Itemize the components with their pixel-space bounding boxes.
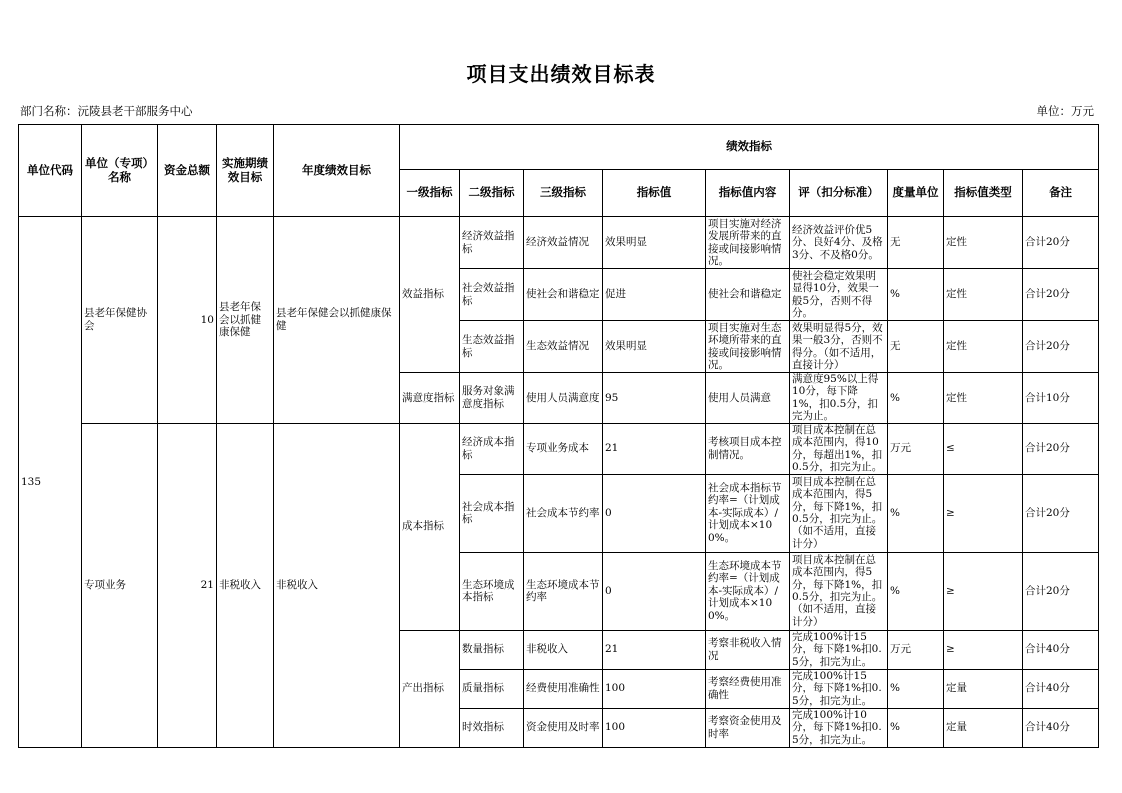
row-remark: 合计10分 <box>1023 373 1099 424</box>
row-scoring: 完成100%计10分，每下降1%扣0.5分，扣完为止。 <box>790 708 888 747</box>
group1-period-target: 县老年保会以抓健康保健 <box>217 217 274 424</box>
row-measure: 万元 <box>888 423 944 474</box>
row-content: 生态环境成本节约率=（计划成本-实际成本）/计划成本×100%。 <box>706 552 790 630</box>
row-remark: 合计40分 <box>1023 708 1099 747</box>
row-l2: 时效指标 <box>460 708 524 747</box>
group1-annual-target: 县老年保健会以抓健康保健 <box>274 217 400 424</box>
row-l3: 经济效益情况 <box>524 217 603 269</box>
row-type: 定性 <box>944 321 1023 373</box>
level1-satisfaction: 满意度指标 <box>400 373 460 424</box>
row-scoring: 完成100%计15分，每下降1%扣0.5分，扣完为止。 <box>790 669 888 708</box>
header-unit-name: 单位（专项）名称 <box>82 125 158 217</box>
row-remark: 合计20分 <box>1023 552 1099 630</box>
header-period-target: 实施期绩效目标 <box>217 125 274 217</box>
row-value: 促进 <box>603 269 706 321</box>
row-measure: % <box>888 708 944 747</box>
row-l2: 数量指标 <box>460 630 524 669</box>
header-value-type: 指标值类型 <box>944 170 1023 217</box>
group1-funds: 10 <box>158 217 217 424</box>
level1-cost: 成本指标 <box>400 423 460 630</box>
row-l3: 生态环境成本节约率 <box>524 552 603 630</box>
row-content: 项目实施对经济发展所带来的直接或间接影响情况。 <box>706 217 790 269</box>
row-value: 100 <box>603 708 706 747</box>
row-type: 定量 <box>944 708 1023 747</box>
row-measure: 万元 <box>888 630 944 669</box>
header-remark: 备注 <box>1023 170 1099 217</box>
row-l2: 生态效益指标 <box>460 321 524 373</box>
row-value: 21 <box>603 630 706 669</box>
row-content: 社会成本指标节约率=（计划成本-实际成本）/计划成本×100%。 <box>706 474 790 552</box>
row-value: 0 <box>603 552 706 630</box>
row-type: ≤ <box>944 423 1023 474</box>
row-content: 考察非税收入情况 <box>706 630 790 669</box>
row-l2: 质量指标 <box>460 669 524 708</box>
row-scoring: 项目成本控制在总成本范围内，得10分，每超出1%，扣0.5分，扣完为止。 <box>790 423 888 474</box>
row-value: 效果明显 <box>603 321 706 373</box>
row-l3: 资金使用及时率 <box>524 708 603 747</box>
row-l2: 生态环境成本指标 <box>460 552 524 630</box>
row-l2: 服务对象满意度指标 <box>460 373 524 424</box>
unit-label: 单位：万元 <box>1036 104 1094 118</box>
row-scoring: 效果明显得5分，效果一般3分，否则不得分。（如不适用，直接计分） <box>790 321 888 373</box>
row-remark: 合计20分 <box>1023 423 1099 474</box>
row-value: 0 <box>603 474 706 552</box>
row-type: 定性 <box>944 269 1023 321</box>
row-content: 考核项目成本控制情况。 <box>706 423 790 474</box>
group1-name: 县老年保健协会 <box>82 217 158 424</box>
row-l2: 经济成本指标 <box>460 423 524 474</box>
row-scoring: 满意度95%以上得10分，每下降1%，扣0.5分，扣完为止。 <box>790 373 888 424</box>
header-value-content: 指标值内容 <box>706 170 790 217</box>
row-l2: 社会效益指标 <box>460 269 524 321</box>
row-remark: 合计20分 <box>1023 321 1099 373</box>
row-type: ≥ <box>944 552 1023 630</box>
header-unit-code: 单位代码 <box>19 125 82 217</box>
row-measure: % <box>888 474 944 552</box>
row-scoring: 经济效益评价优5分、良好4分、及格3分、不及格0分。 <box>790 217 888 269</box>
row-scoring: 使社会稳定效果明显得10分，效果一般5分，否则不得分。 <box>790 269 888 321</box>
row-scoring: 项目成本控制在总成本范围内，得5分，每下降1%，扣0.5分，扣完为止。（如不适用，直接计分） <box>790 474 888 552</box>
header-measure-unit: 度量单位 <box>888 170 944 217</box>
header-level3: 三级指标 <box>524 170 603 217</box>
row-l3: 生态效益情况 <box>524 321 603 373</box>
row-content: 使社会和谐稳定 <box>706 269 790 321</box>
row-remark: 合计20分 <box>1023 269 1099 321</box>
department-label: 部门名称：沅陵县老干部服务中心 <box>20 104 193 118</box>
row-content: 考察资金使用及时率 <box>706 708 790 747</box>
row-remark: 合计40分 <box>1023 669 1099 708</box>
row-l3: 经费使用准确性 <box>524 669 603 708</box>
row-l3: 使用人员满意度 <box>524 373 603 424</box>
row-measure: % <box>888 552 944 630</box>
table-row <box>19 217 1099 269</box>
table-row <box>19 423 1099 474</box>
row-type: ≥ <box>944 474 1023 552</box>
row-value: 21 <box>603 423 706 474</box>
row-l2: 经济效益指标 <box>460 217 524 269</box>
row-value: 效果明显 <box>603 217 706 269</box>
row-remark: 合计20分 <box>1023 217 1099 269</box>
row-l3: 专项业务成本 <box>524 423 603 474</box>
row-value: 95 <box>603 373 706 424</box>
header-annual-target: 年度绩效目标 <box>274 125 400 217</box>
row-measure: % <box>888 373 944 424</box>
row-l3: 使社会和谐稳定 <box>524 269 603 321</box>
row-measure: 无 <box>888 321 944 373</box>
group2-annual-target: 非税收入 <box>274 423 400 747</box>
row-value: 100 <box>603 669 706 708</box>
level1-benefit: 效益指标 <box>400 217 460 373</box>
header-scoring: 评（扣分标准） <box>790 170 888 217</box>
row-type: 定性 <box>944 217 1023 269</box>
row-l2: 社会成本指标 <box>460 474 524 552</box>
row-remark: 合计20分 <box>1023 474 1099 552</box>
performance-table <box>18 124 1099 748</box>
row-l3: 社会成本节约率 <box>524 474 603 552</box>
header-perf-indicators: 绩效指标 <box>400 125 1099 170</box>
row-scoring: 项目成本控制在总成本范围内，得5分，每下降1%，扣0.5分，扣完为止。（如不适用，直接计分） <box>790 552 888 630</box>
header-row <box>19 125 1099 170</box>
header-value: 指标值 <box>603 170 706 217</box>
row-content: 项目实施对生态环境所带来的直接或间接影响情况。 <box>706 321 790 373</box>
row-type: 定量 <box>944 669 1023 708</box>
header-total-funds: 资金总额 <box>158 125 217 217</box>
row-type: 定性 <box>944 373 1023 424</box>
header-level2: 二级指标 <box>460 170 524 217</box>
row-l3: 非税收入 <box>524 630 603 669</box>
row-measure: 无 <box>888 217 944 269</box>
group2-funds: 21 <box>158 423 217 747</box>
group2-name: 专项业务 <box>82 423 158 747</box>
row-content: 使用人员满意 <box>706 373 790 424</box>
row-scoring: 完成100%计15分，每下降1%扣0.5分，扣完为止。 <box>790 630 888 669</box>
unit-code-cell: 135 <box>19 217 82 748</box>
row-remark: 合计40分 <box>1023 630 1099 669</box>
row-measure: % <box>888 669 944 708</box>
level1-output: 产出指标 <box>400 630 460 747</box>
row-type: ≥ <box>944 630 1023 669</box>
row-measure: % <box>888 269 944 321</box>
header-level1: 一级指标 <box>400 170 460 217</box>
row-content: 考察经费使用准确性 <box>706 669 790 708</box>
group2-period-target: 非税收入 <box>217 423 274 747</box>
page-title: 项目支出绩效目标表 <box>466 62 656 86</box>
